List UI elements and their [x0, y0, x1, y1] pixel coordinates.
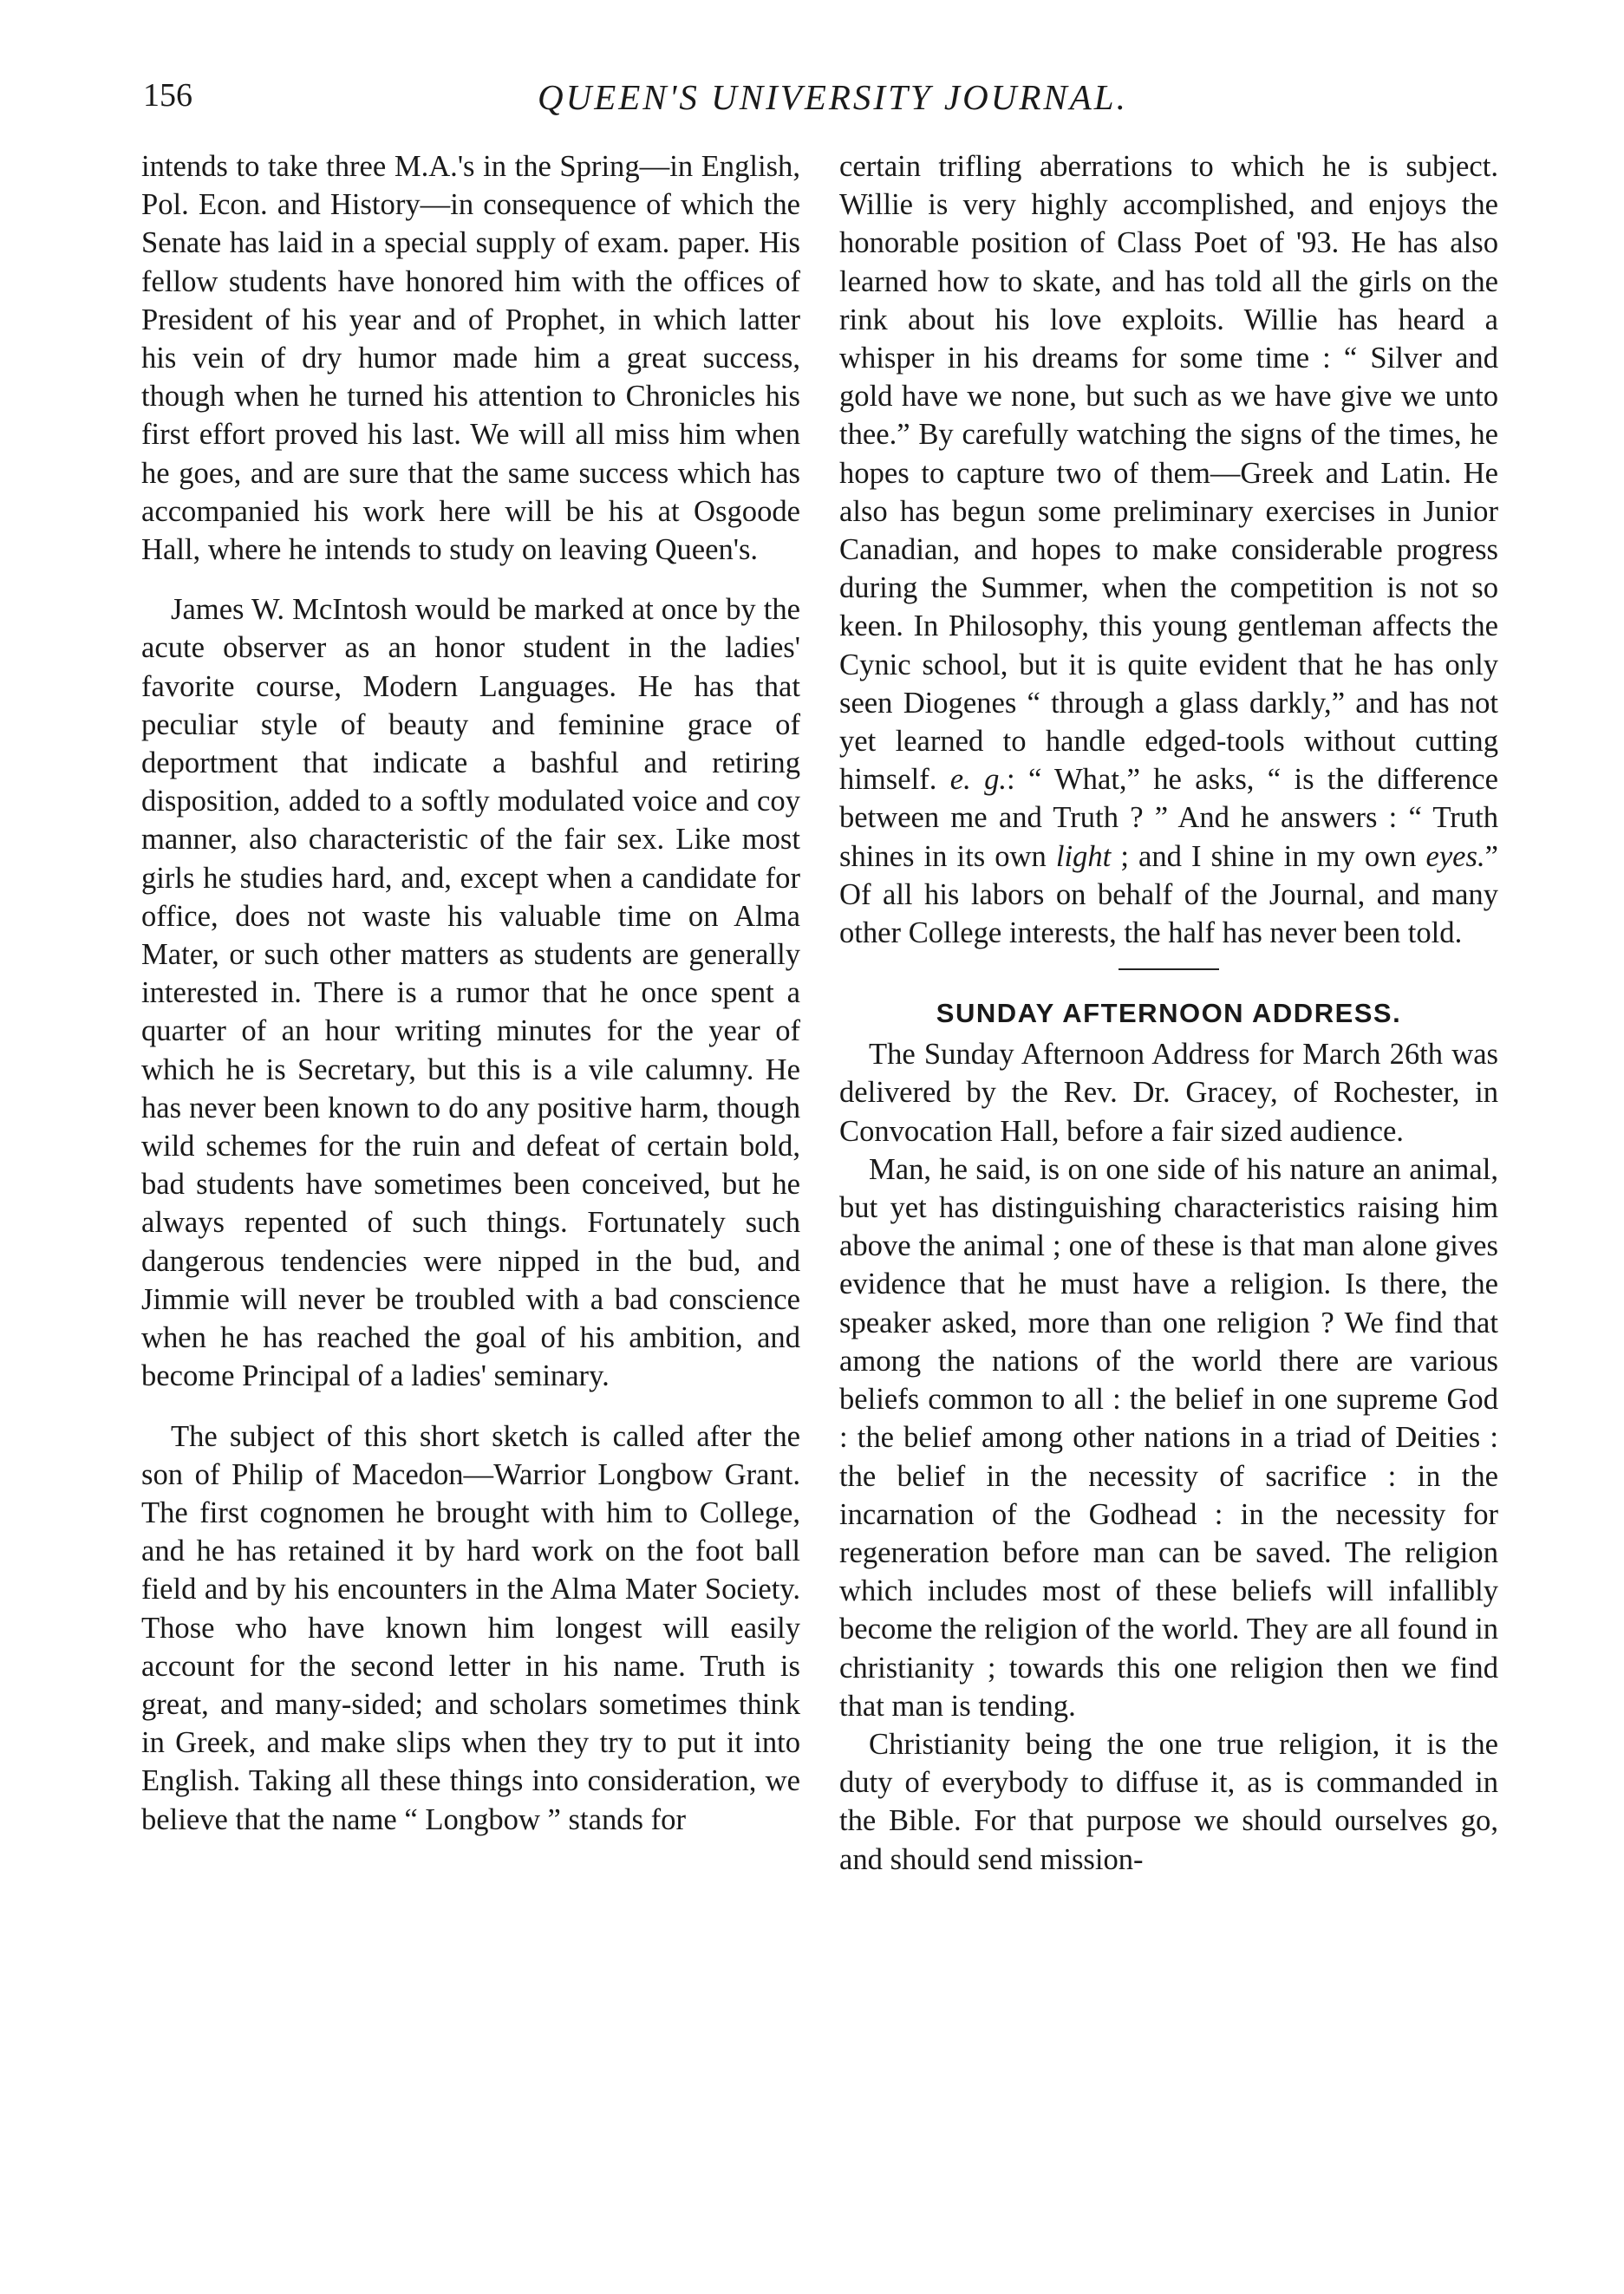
section-heading: SUNDAY AFTERNOON ADDRESS.: [936, 998, 1402, 1029]
left-column: [141, 147, 800, 1839]
right-paragraph-1-text-c: ; and I shine in my own: [1120, 839, 1417, 873]
right-paragraph-1-text-b: : “ What,” he asks, “ is the difference between me and Truth ? ” And he answers : “ Truth shines in its own: [839, 763, 1498, 873]
right-paragraph-4: Christianity being the one true religion, it is the duty of everybody to diffuse it, as is commanded in the Bible. For that purpose we should ourselves go, and should send mission-: [839, 1727, 1498, 1876]
right-paragraph-2: The Sunday Afternoon Address for March 26th was delivered by the Rev. Dr. Gracey, of Rochester, in Convocation Hall, before a fair sized audience.: [839, 1038, 1498, 1148]
section-divider: [1119, 968, 1219, 970]
light-word: light: [1055, 839, 1112, 873]
right-column: [839, 147, 1498, 1879]
eg-abbreviation: e. g.: [949, 763, 1008, 797]
right-paragraph-1-text-a: certain trifling aberrations to which he is subject. Willie is very highly accomplished, and enjoys the honorable position of Class Poet of '93. He has also learned how to skate, and has told all the girls on the rink about his love exploits. Willie has heard a whisper in his dreams for some time : “ Silver and gold have we none, but such as we have give we unto thee.” By carefully watching the signs of the times, he hopes to capture two of them—Greek and Latin. He also has begun some preliminary exercises in Junior Canadian, and hopes to make considerable progress during the Summer, when the competition is not so keen. In Philosophy, this young gentleman affects the Cynic school, but it is quite evident that he has only seen Diogenes “ through a glass darkly,” and has not yet learned to handle edged-tools without cutting himself.: [839, 150, 1498, 797]
right-paragraph-1: [839, 147, 1498, 952]
running-head: QUEEN'S UNIVERSITY JOURNAL.: [538, 77, 1128, 117]
right-paragraph-1-text-d: ” Of all his labors on behalf of the Journal, and many other College interests, the half has never been told.: [839, 839, 1498, 950]
left-paragraph-3: The subject of this short sketch is called after the son of Philip of Macedon—Warrior Longbow Grant. The first cognomen he brought with him to College, and he has retained it by hard work on the foot ball field and by his encounters in the Alma Mater Society. Those who have known him longest will easily account for the second letter in his name. Truth is great, and many-sided; and scholars sometimes think in Greek, and make slips when they try to put it into English. Taking all these things into consideration, we believe that the name “ Longbow ” stands for: [141, 1419, 800, 1836]
eyes-word: eyes.: [1425, 839, 1485, 873]
left-paragraph-1: intends to take three M.A.'s in the Spring—in English, Pol. Econ. and History—in consequence of which the Senate has laid in a special supply of exam. paper. His fellow students have honored him with the offices of President of his year and of Prophet, in which latter his vein of dry humor made him a great success, though when he turned his attention to Chronicles his first effort proved his last. We will all miss him when he goes, and are sure that the same success which has accompanied his work here will be his at Osgoode Hall, where he intends to study on leaving Queen's.: [141, 150, 800, 567]
left-paragraph-2: James W. McIntosh would be marked at once by the acute observer as an honor student in the ladies' favorite course, Modern Languages. He has that peculiar style of beauty and feminine grace of deportment that indicate a bashful and retiring disposition, added to a softly modulated voice and coy manner, also characteristic of the fair sex. Like most girls he studies hard, and, except when a candidate for office, does not waste his valuable time on Alma Mater, or such other matters as students are generally interested in. There is a rumor that he once spent a quarter of an hour writing minutes for the year of which he is Secretary, but this is a vile calumny. He has never been known to do any positive harm, though wild schemes for the ruin and defeat of certain bold, bad students have sometimes been conceived, but he always repented of such things. Fortunately such dangerous tendencies were nipped in the bud, and Jimmie will never be troubled with a bad conscience when he has reached the goal of his ambition, and become Principal of a ladies' seminary.: [141, 593, 800, 1393]
page-number: 156: [143, 77, 192, 114]
right-paragraph-3: Man, he said, is on one side of his nature an animal, but yet has distinguishing characteristics raising him above the animal ; one of these is that man alone gives evidence that he must have a religion. Is there, the speaker asked, more than one religion ? We find that among the nations of the world there are various beliefs common to all : the belief in one supreme God : the belief among other nations in a triad of Deities : the belief in the necessity of sacrifice : in the incarnation of the Godhead : in the necessity for regeneration before man can be saved. The religion which includes most of these beliefs will infallibly become the religion of the world. They are all found in christianity ; towards this one religion then we find that man is tending.: [839, 1152, 1498, 1723]
